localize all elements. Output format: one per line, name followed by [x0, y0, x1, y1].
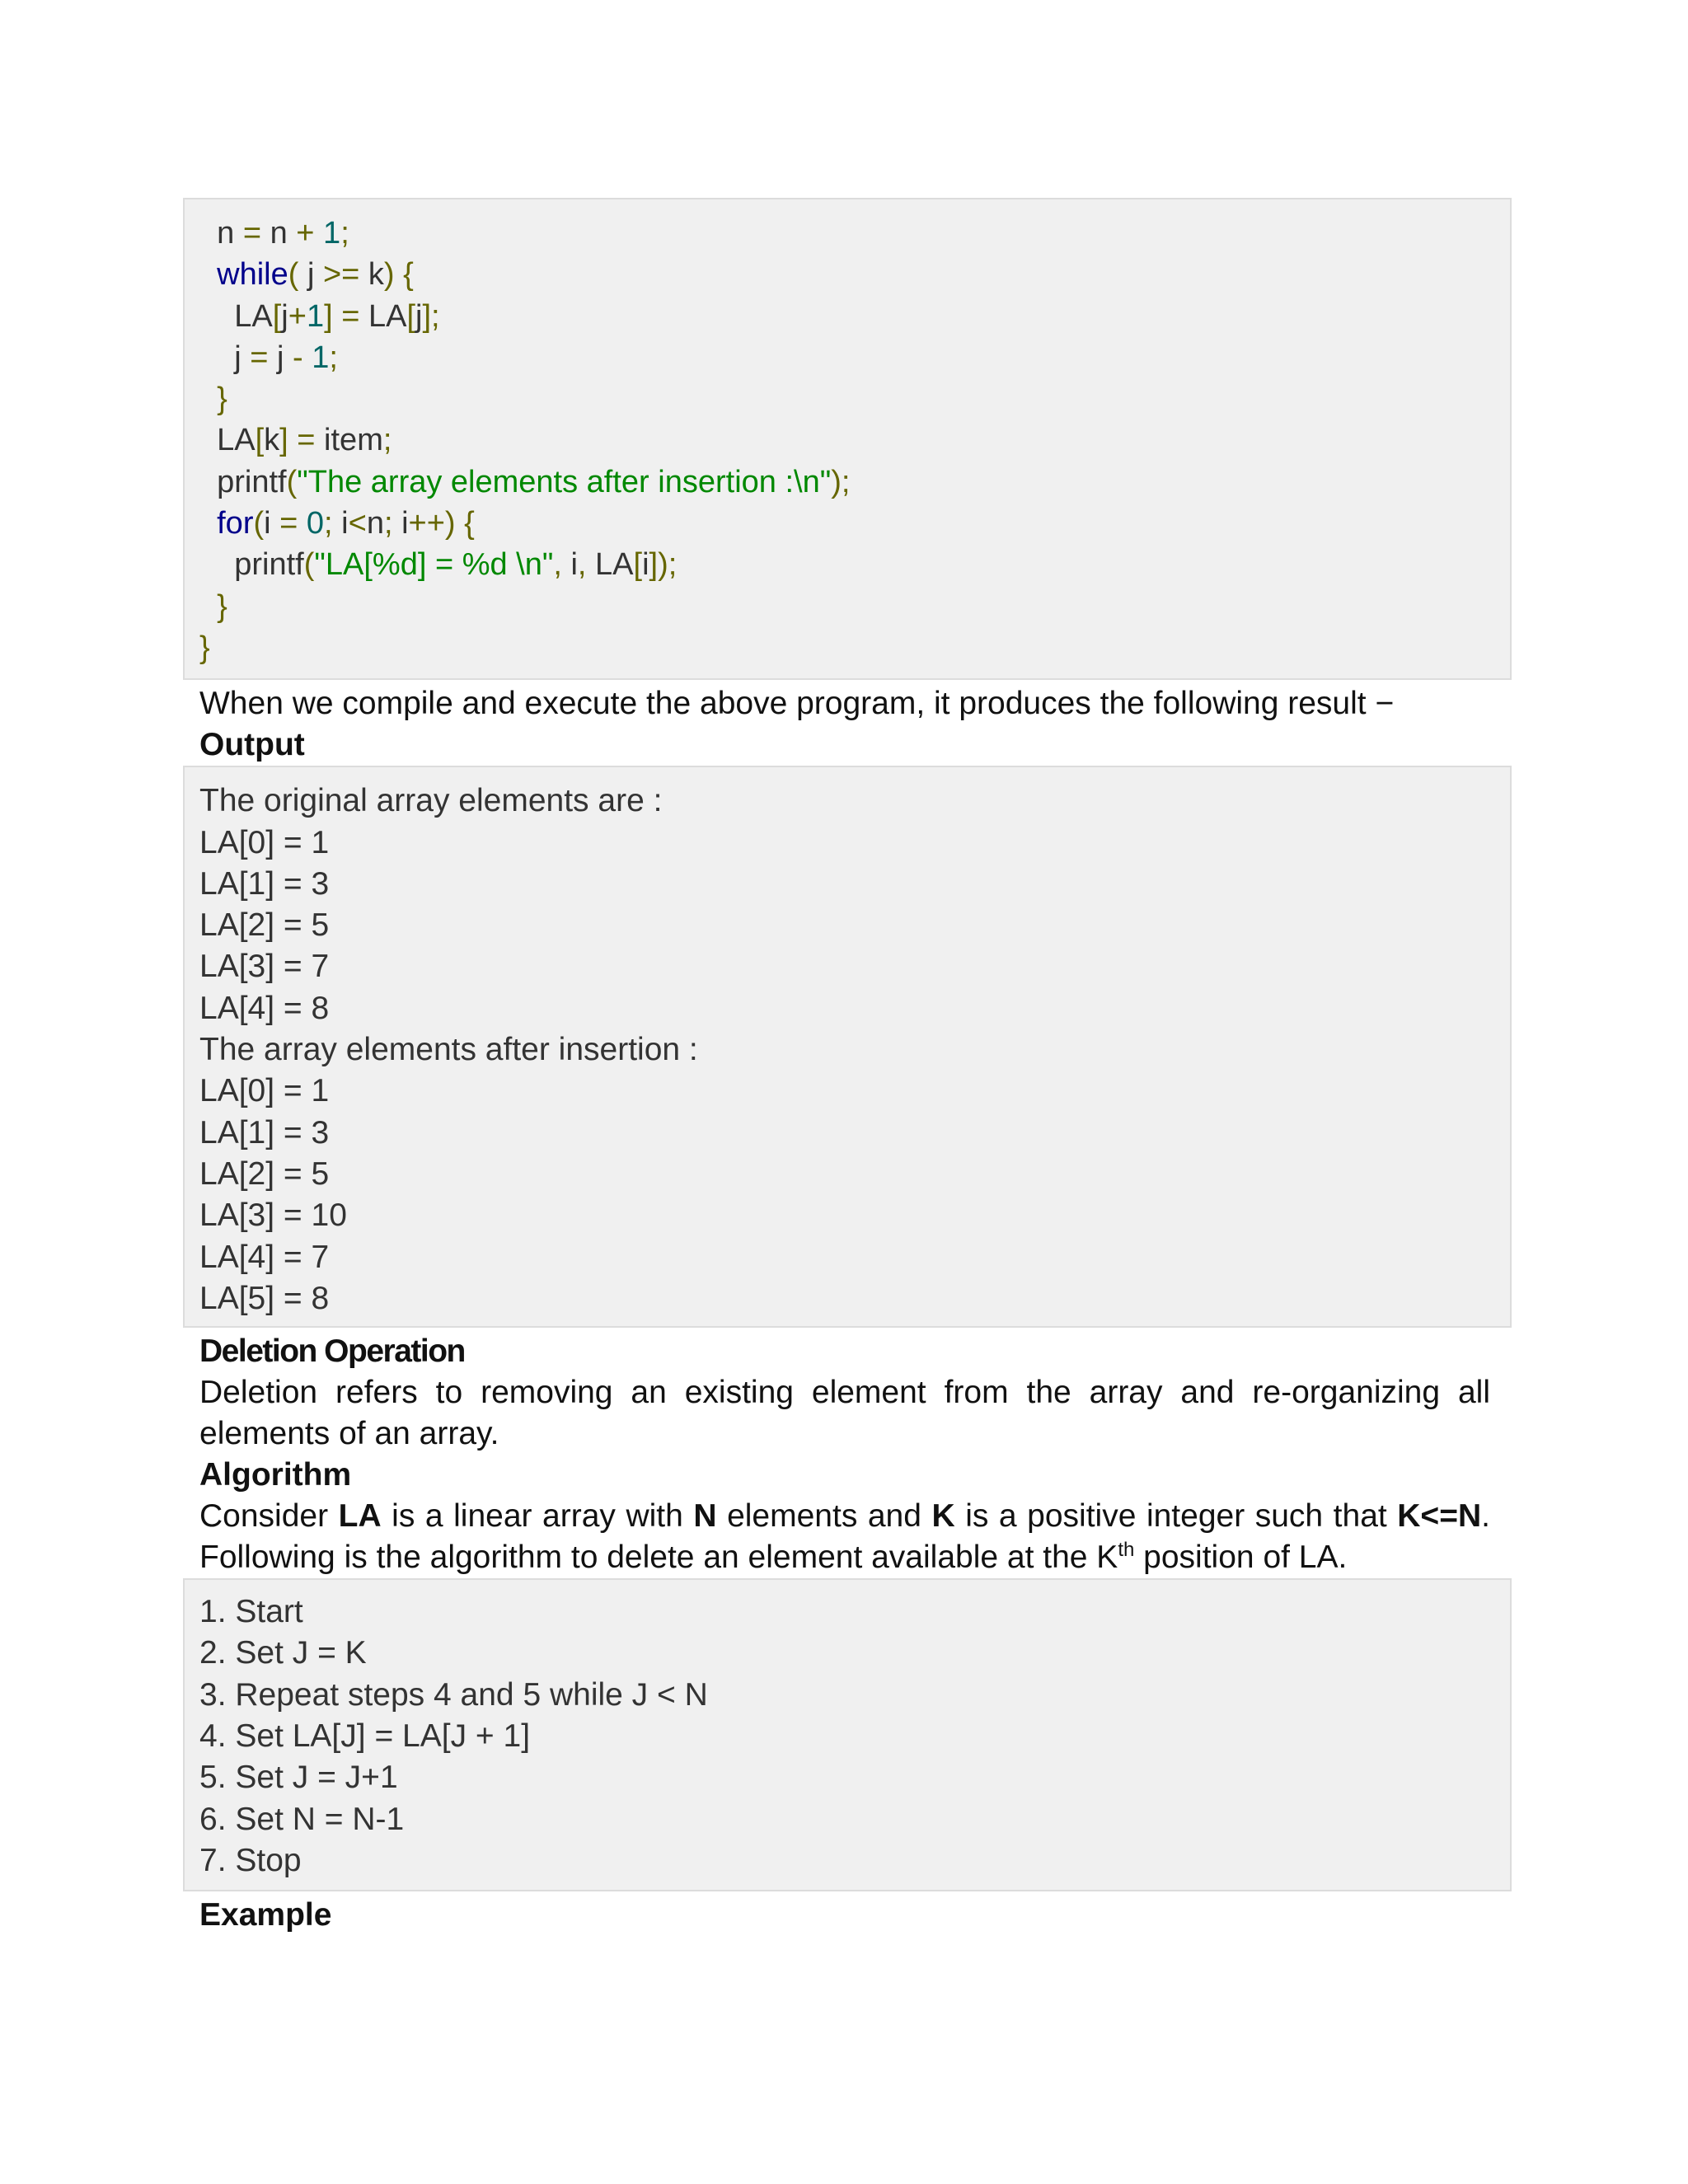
code-token: j	[298, 257, 323, 293]
code-token	[288, 423, 298, 457]
code-token: (	[288, 257, 299, 293]
code-token: i	[332, 506, 349, 541]
output-line: LA[1] = 3	[199, 865, 330, 902]
code-indent	[199, 340, 234, 375]
output-line: LA[2] = 5	[199, 907, 330, 944]
code-token: <	[348, 506, 367, 541]
code-token: i	[561, 547, 578, 583]
code-indent	[199, 547, 234, 582]
code-token: LA	[359, 298, 407, 334]
code-token: item	[315, 423, 383, 458]
code-token	[303, 340, 312, 375]
code-indent	[199, 465, 217, 499]
algorithm-heading: Algorithm	[199, 1457, 352, 1493]
result-intro: When we compile and execute the above program, it produces the following result −	[199, 686, 1395, 722]
code-token: 0	[306, 506, 325, 541]
output-line: LA[1] = 3	[199, 1114, 330, 1151]
code-token	[456, 506, 465, 541]
code-line	[199, 254, 1510, 295]
code-token: {	[403, 257, 414, 293]
deletion-description: Deletion refers to removing an existing element from the array and re-organizing all elements of an array.	[199, 1375, 1490, 1452]
algorithm-step: 6. Set N = N-1	[199, 1801, 405, 1837]
output-line: LA[2] = 5	[199, 1155, 330, 1192]
algorithm-step: 2. Set J = K	[199, 1635, 367, 1671]
algorithm-steps-block	[183, 1578, 1512, 1891]
code-token: ;	[324, 506, 333, 541]
code-token: for	[217, 506, 254, 541]
output-line: LA[4] = 7	[199, 1239, 330, 1275]
output-line: The original array elements are :	[199, 783, 663, 819]
output-line: LA[0] = 1	[199, 1073, 330, 1109]
code-token: j	[281, 298, 288, 334]
code-indent	[199, 382, 217, 416]
code-token: 1	[312, 340, 330, 375]
code-token: printf	[234, 547, 304, 583]
code-token: [	[633, 547, 643, 583]
code-token: =	[341, 298, 360, 334]
output-line: The array elements after insertion :	[199, 1032, 698, 1068]
code-token: [	[406, 298, 416, 334]
code-token: +	[288, 298, 307, 334]
deletion-heading: Deletion Operation	[199, 1333, 465, 1370]
code-token: ++)	[408, 506, 456, 541]
output-heading: Output	[199, 727, 305, 763]
code-indent	[199, 257, 217, 292]
code-token: printf	[217, 464, 287, 499]
code-indent	[199, 299, 234, 334]
code-indent	[199, 423, 217, 457]
output-line: LA[0] = 1	[199, 824, 330, 860]
code-block	[183, 198, 1512, 680]
code-token: LA	[586, 547, 634, 583]
output-line: LA[3] = 7	[199, 949, 330, 985]
code-token: ,	[553, 547, 562, 583]
code-token: i	[642, 547, 649, 583]
code-token: =	[242, 216, 262, 251]
code-line	[199, 378, 1510, 419]
code-token	[333, 299, 342, 334]
code-token: ]	[279, 423, 288, 458]
code-indent	[199, 589, 217, 624]
code-token: )	[383, 257, 395, 293]
code-token: i	[264, 506, 280, 541]
code-token: j	[415, 298, 423, 334]
code-token: =	[250, 340, 269, 375]
code-token: }	[199, 630, 210, 665]
code-token: -	[293, 340, 303, 375]
code-token: LA	[234, 298, 273, 334]
code-token: +	[296, 216, 315, 251]
algorithm-step: 1. Start	[199, 1594, 303, 1630]
code-token: [	[272, 298, 282, 334]
algorithm-step: 4. Set LA[J] = LA[J + 1]	[199, 1718, 531, 1755]
page-content	[183, 198, 1512, 1936]
code-token: j	[234, 340, 251, 375]
code-line	[199, 296, 1510, 337]
code-line	[199, 544, 1510, 585]
code-token: "The array elements after insertion :\n"	[297, 464, 832, 499]
code-line	[199, 213, 1510, 254]
code-token: (	[253, 506, 265, 541]
algorithm-step: 7. Stop	[199, 1842, 302, 1878]
code-line	[199, 337, 1510, 378]
code-token: 1	[323, 216, 341, 251]
code-token: ;	[382, 423, 392, 458]
code-token: i	[392, 506, 409, 541]
code-token: ;	[329, 340, 338, 375]
output-block	[183, 766, 1512, 1328]
code-token: n	[217, 216, 243, 251]
code-token: k	[264, 423, 280, 458]
code-token: ]);	[649, 547, 678, 583]
output-line: LA[4] = 8	[199, 990, 330, 1026]
code-indent	[199, 506, 217, 541]
code-token: [	[255, 423, 265, 458]
algorithm-step: 5. Set J = J+1	[199, 1760, 398, 1796]
code-token: }	[217, 382, 227, 417]
code-token: while	[217, 257, 288, 293]
code-token: );	[831, 464, 851, 499]
code-line	[199, 462, 1510, 503]
code-line	[199, 503, 1510, 544]
code-token	[298, 506, 307, 541]
code-line	[199, 586, 1510, 627]
code-token: ,	[577, 547, 587, 583]
code-token: =	[297, 423, 316, 458]
code-line	[199, 419, 1510, 461]
code-token: ;	[340, 216, 349, 251]
code-token: n	[366, 506, 384, 541]
code-token: {	[464, 506, 475, 541]
code-token: =	[279, 506, 298, 541]
algorithm-step: 3. Repeat steps 4 and 5 while J < N	[199, 1676, 708, 1713]
code-indent	[199, 216, 217, 251]
code-token: ;	[383, 506, 393, 541]
code-token: j	[268, 340, 293, 375]
code-token: LA	[217, 423, 256, 458]
code-token: (	[286, 464, 298, 499]
algorithm-description: Consider LA is a linear array with N elements and K is a positive integer such that K<=N. Following is the algorithm to delete an element available at the $K^{th}$ position of LA.	[199, 1498, 1490, 1576]
example-heading: Example	[199, 1897, 332, 1933]
code-token: k	[359, 257, 384, 293]
code-token: >=	[322, 257, 360, 293]
code-token: 1	[306, 298, 325, 334]
code-token: "LA[%d] = %d \n"	[314, 547, 554, 583]
code-token: ];	[422, 298, 440, 334]
code-token	[314, 216, 323, 251]
code-token: ]	[324, 298, 333, 334]
code-token: (	[303, 547, 315, 583]
code-token: }	[217, 588, 227, 624]
code-line	[199, 627, 1510, 668]
output-line: LA[5] = 8	[199, 1280, 330, 1316]
output-line: LA[3] = 10	[199, 1197, 347, 1234]
code-token	[395, 257, 404, 292]
code-token: n	[261, 216, 297, 251]
